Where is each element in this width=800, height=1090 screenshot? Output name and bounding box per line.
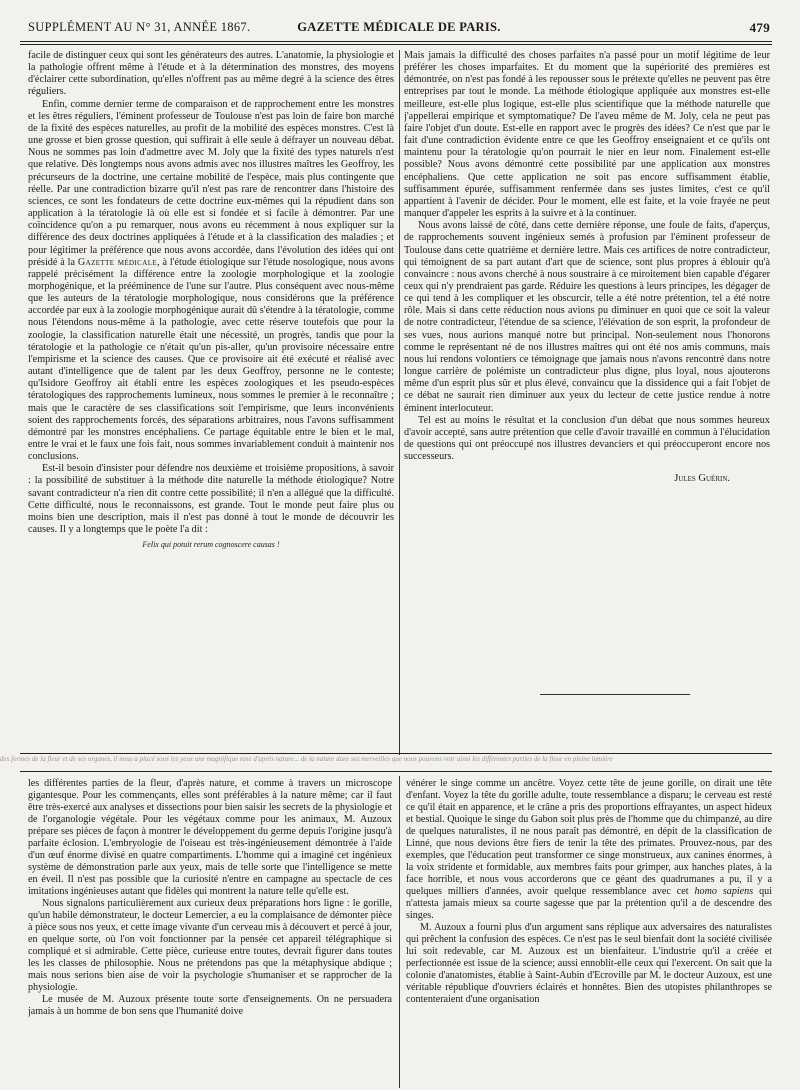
- header-rule: [20, 41, 772, 42]
- paragraph-text: Enfin, comme dernier terme de comparaison et de rapprochement entre les monstres et les êtres réguliers, l'éminent professeur de Toulouse n'est pas loin de faire bon marché de la fixité des espèces naturelles, au profit de la mobilité des espèces monstres. C'est là une grosse et bien grosse question, qui suffirait à elle seule à défrayer un nouveau débat. Nous ne sommes pas loin d'admettre avec M. Joly que la fixité des types naturels n'est que relative. Dès longtemps nous avons admis avec nos illustres maîtres les Geoffroy, les précurseurs de la doctrine, une certaine mobilité de l'espèce, mais plus contingente que réelle. Par une contradiction bizarre qu'il n'est pas rare de rencontrer dans l'histoire des sciences, ce sont les fondateurs de cette doctrine eux-mêmes qui la répudient dans son application à la tératologie là où elle est si fondée et si facile à démontrer. Par une coïncidence qu'on a pu remarquer, nous avons eu récemment à nous expliquer sur la différence des deux doctrines appliquées à l'étude et à la classification des maladies ; et pour légitimer la préférence que nous avons accordée, dans l'évolution des idées qui ont présidé à la: [28, 98, 394, 268]
- page-header: [28, 20, 770, 42]
- author-signature: Jules Guérin.: [674, 473, 730, 485]
- paragraph: Nous avons laissé de côté, dans cette dernière réponse, une foule de faits, d'aperçus, de rapprochements souvent ingénieux semés à profusion par l'éminent professeur de Toulouse dans cette quatrième et dernière lettre. Mais ces artifices de notre contradicteur, qui témoignent de sa part autant d'art que de science, sont plus propres à éblouir qu'à convaincre : nous avons cherché à nous soustraire à ce miroitement bien capable d'égarer ceux qui n'y prendraient pas garde. Réduire les questions à leurs principes, les dégager de ce qui tend à les compliquer et les obscurcir, telle a été notre prétention, tel a été notre rôle. Mais si dans cette réduction nous avions pu diminuer en quoi que ce soit la valeur de notre contradicteur, l'étendue de sa science, l'élévation de son esprit, la profondeur de ses vues, nous aurions manqué notre but principal. Non-seulement nous l'honorons comme le représentant né de nos illustres maîtres qui ont été nos amis communs, mais nous lui rendons volontiers ce témoignage que jamais nous n'avons rencontré dans notre longue carrière de polémiste un contradicteur plus digne, plus loyal, nous ajouterons même d'un esprit plus sûr et plus élevé, convaincu que la dissidence qui a fait l'objet de ce débat ne saurait rien diminuer aux yeux du lecteur de cette justice rendue à notre éminent interlocuteur.: [404, 220, 770, 414]
- column-3: [28, 778, 392, 1088]
- page-number: 479: [749, 20, 770, 35]
- paragraph: Le musée de M. Auzoux présente toute sorte d'enseignements. On ne persuadera jamais à un homme de bon sens que l'humanité doive: [28, 994, 392, 1017]
- column-divider: [399, 50, 400, 755]
- paragraph: M. Auzoux a fourni plus d'un argument sans réplique aux adversaires des naturalistes qui prêchent la confusion des espèces. Ce n'est pas le seul bienfait dont la société civilisée lui soit redevable, car M. Auzoux est un bienfaiteur. L'industrie qu'il a créée et perfectionnée est issue de la science; aussi ennoblit-elle ceux qui l'exercent. On sait que la colonie d'anatomistes, établie à Saint-Aubin d'Ecroville par M. le docteur Auzoux, est une véritable république d'ouvriers éclairés et honnêtes. Bien des utopistes philanthropes se contenteraient d'une organisation: [406, 922, 772, 1005]
- paragraph: Nous signalons particulièrement aux curieux deux préparations hors ligne : le gorille, qu'un habile démonstrateur, le docteur Lemercier, a eu la complaisance de démonter pièce à pièce sous nos yeux, et cette image vivante d'un cerveau mis à découvert et percé à jour, en quelque sorte, où l'on voit fonctionner par la pensée cet appareil télégraphique si compliqué et si admirable. Cette pièce, curieuse entre toutes, devrait figurer dans toutes les les classes de philosophie. Nous ne prétendons pas que la métaphysique abdique ; mais nous serions bien aise de voir la psychologie s'humaniser et se rapprocher de la physiologie.: [28, 898, 392, 993]
- paragraph: Mais jamais la difficulté des choses parfaites n'a passé pour un motif légitime de leur préférer les choses imparfaites. Et du moment que la supériorité des premières est démontrée, on n'est pas fondé à les repousser sous le prétexte qu'elles ne peuvent pas être entreprises par tout le monde. La méthode étiologique appliquée aux monstres est-elle meilleure, est-elle plus logique, est-elle plus scientifique que la méthode naturelle que j'appellerai empirique et symptomatique? De l'aveu même de M. Joly, cela ne peut pas faire l'objet d'un doute. Est-elle en rapport avec le progrès des idées? Ce n'est que par le fait d'une contradiction évidente entre ce que les Geoffroy enseignaient et ce qu'ils ont maintenu pour la tératologie qu'on pourrait le nier en leur nom. Finalement est-elle possible? Nous avons démontré cette possibilité par une application aux monstres encéphaliens. Que cette application ne soit pas encore suffisamment établie, suffisamment épurée, suffisamment renfermée dans ses justes limites, c'est ce qu'il appartient à l'avenir de décider. Pour le moment, elle est faite, et la voie frayée ne peut manquer d'appeler les esprits à la suivre et à la continuer.: [404, 50, 770, 220]
- signature-rule: [540, 694, 690, 695]
- section-rule: [20, 753, 772, 754]
- journal-title: GAZETTE MÉDICALE DE PARIS.: [297, 20, 501, 34]
- column-2: [404, 50, 770, 700]
- paragraph: [28, 99, 394, 464]
- latin-quote: Felix qui potuit rerum cognoscere causas !: [142, 540, 280, 550]
- column-divider-lower: [399, 776, 400, 1088]
- header-rule-thin: [20, 44, 772, 45]
- paragraph: les différentes parties de la fleur, d'après nature, et comme à travers un microscope gigantesque. Pour les commençants, elles sont préférables à la nature même; car il faut être très-exercé aux analyses et dissections pour bien saisir les secrets de la physiologie et de l'organologie végétale. Pour les végétaux comme pour les animaux, M. Auzoux prépare ses pièces de façon à montrer le développement du germe depuis l'origine jusqu'à parfaite éclosion. L'embryologie de l'oiseau est très-ingénieusement démontrée à l'aide d'un œuf énorme divisé en quatre compartiments. L'homme qui a imaginé cet ingénieux système de démonstration parle aux yeux, mais de telle sorte que l'intelligence se mette en éveil. Il n'est pas possible que la curiosité n'entre en campagne au spectacle de ces imitations ingénieuses autant que fidèles qui montrent la nature telle qu'elle est.: [28, 778, 392, 897]
- journal-name-smallcaps: Gazette médicale: [77, 256, 158, 268]
- column-1: [28, 50, 394, 755]
- paragraph: [406, 778, 772, 922]
- paragraph: facile de distinguer ceux qui sont les générateurs des autres. L'anatomie, la physiologie et la pathologie offrent même à l'étude et à la détermination des monstres, des moyens d'éclairer cette subordination, qu'elles n'offrent pas au même degré à la science des êtres réguliers.: [28, 50, 394, 98]
- supplement-label: SUPPLÉMENT AU N° 31, ANNÉE 1867.: [28, 20, 251, 34]
- column-4: [406, 778, 772, 1088]
- paragraph: Est-il besoin d'insister pour défendre nos deuxième et troisième propositions, à savoir : la possibilité de substituer à la méthode dite naturelle la méthode étiologique? Notre savant contradicteur n'a rien dit contre cette possibilité; il n'en a allégué que la difficulté. Cette difficulté, nous le reconnaissons, est grande. Tout le monde peut faire plus ou moins bien une description, mais il n'est pas donné à tout le monde de découvrir les causes. Il y a longtemps que le poète l'a dit :: [28, 463, 394, 536]
- bleed-through-strip: des formes de la fleur et de ses organes, il nous a placé sous les yeux une magnifique rose d'après nature... de la nature dans ses merveilles que nous pouvons voir ainsi les différentes parties de la fleur en pleine lumière: [0, 755, 613, 763]
- section-rule-lower: [20, 771, 772, 772]
- paragraph-text: qui n'attesta jamais mieux sa courte sagesse que par la prétention qu'il a de descendre des singes.: [406, 886, 772, 921]
- italic-term: homo sapiens: [694, 886, 754, 897]
- paragraph: Tel est au moins le résultat et la conclusion d'un débat que nous sommes heureux d'avoir accepté, sans autre prétention que celle d'avoir travaillé en commun à l'élucidation de questions qui ont préoccupé nos illustres devanciers et qui préoccuperont encore nos successeurs.: [404, 414, 770, 463]
- paragraph-text: vénérer le singe comme un ancêtre. Voyez cette tête de jeune gorille, on dirait une tête d'enfant. Voyez la tête du gorille adulte, toute ressemblance a disparu; le cerveau est resté ce qu'il était en apparence, et le crâne a pris des proportions effrayantes, un aspect hideux et bestial. Quoique le singe du Gabon soit plus près de l'homme que du chimpanzé, au dire de quelques naturalistes, il ne nous paraît pas démontré, en dépit de la classification de Linné, que nous devions être fiers de tenir la tête des primates. Prouvez-nous, par des exemples, que l'éducation peut transformer ce singe monstrueux, aux canines énormes, à la voix stridente et formidable, aux membres faits pour grimper, aux hanches plates, à la face horrible, et nous vous accorderons que ce géant des quadrumanes a pu, il y a quelques milliers d'années, avoir quelque ressemblance avec cet: [406, 778, 772, 897]
- paragraph-text: , à l'étude étiologique sur l'étude nosologique, nous avons rappelé précisément la différence entre la zoologie morphologique et la zoologie morphogénique, et la prééminence de l'une sur l'autre. Plus conséquent avec nous-même que les auteurs de la tératologie morphologique, nous considérons que la préférence accordée par eux à la zoologie morphogénique aurait dû s'étendre à la tératologie, comme nous l'étendons nous-même à la pathologie, avec cette réserve toutefois que pour la zoologie, la classification naturelle était une nécessité, un progrès, tandis que pour la tératologie et la pathologie ce n'était qu'un pis-aller, qu'un provisoire nécessaire entre l'empirisme et la science des causes. Que ce provisoire ait été exécuté et réalisé avec autant d'intelligence que de talent par les deux Geoffroy, personne ne le conteste; qu'Isidore Geoffroy ait établi entre les espèces zoologiques et les pseudo-espèces tératologiques des rapprochements lumineux, nous sommes le premier à le reconnaître ; mais que le caractère de ses classifications soit l'empirisme, que leurs inconvénients soient des rapprochements forcés, des séparations arbitraires, nous l'avons suffisamment démontré par les monstres encéphaliens. Ce partage équitable entre le bien et le mal, entre le vrai et le faux une fois fait, nous sommes invariablement conduit à maintenir nos conclusions.: [28, 256, 394, 463]
